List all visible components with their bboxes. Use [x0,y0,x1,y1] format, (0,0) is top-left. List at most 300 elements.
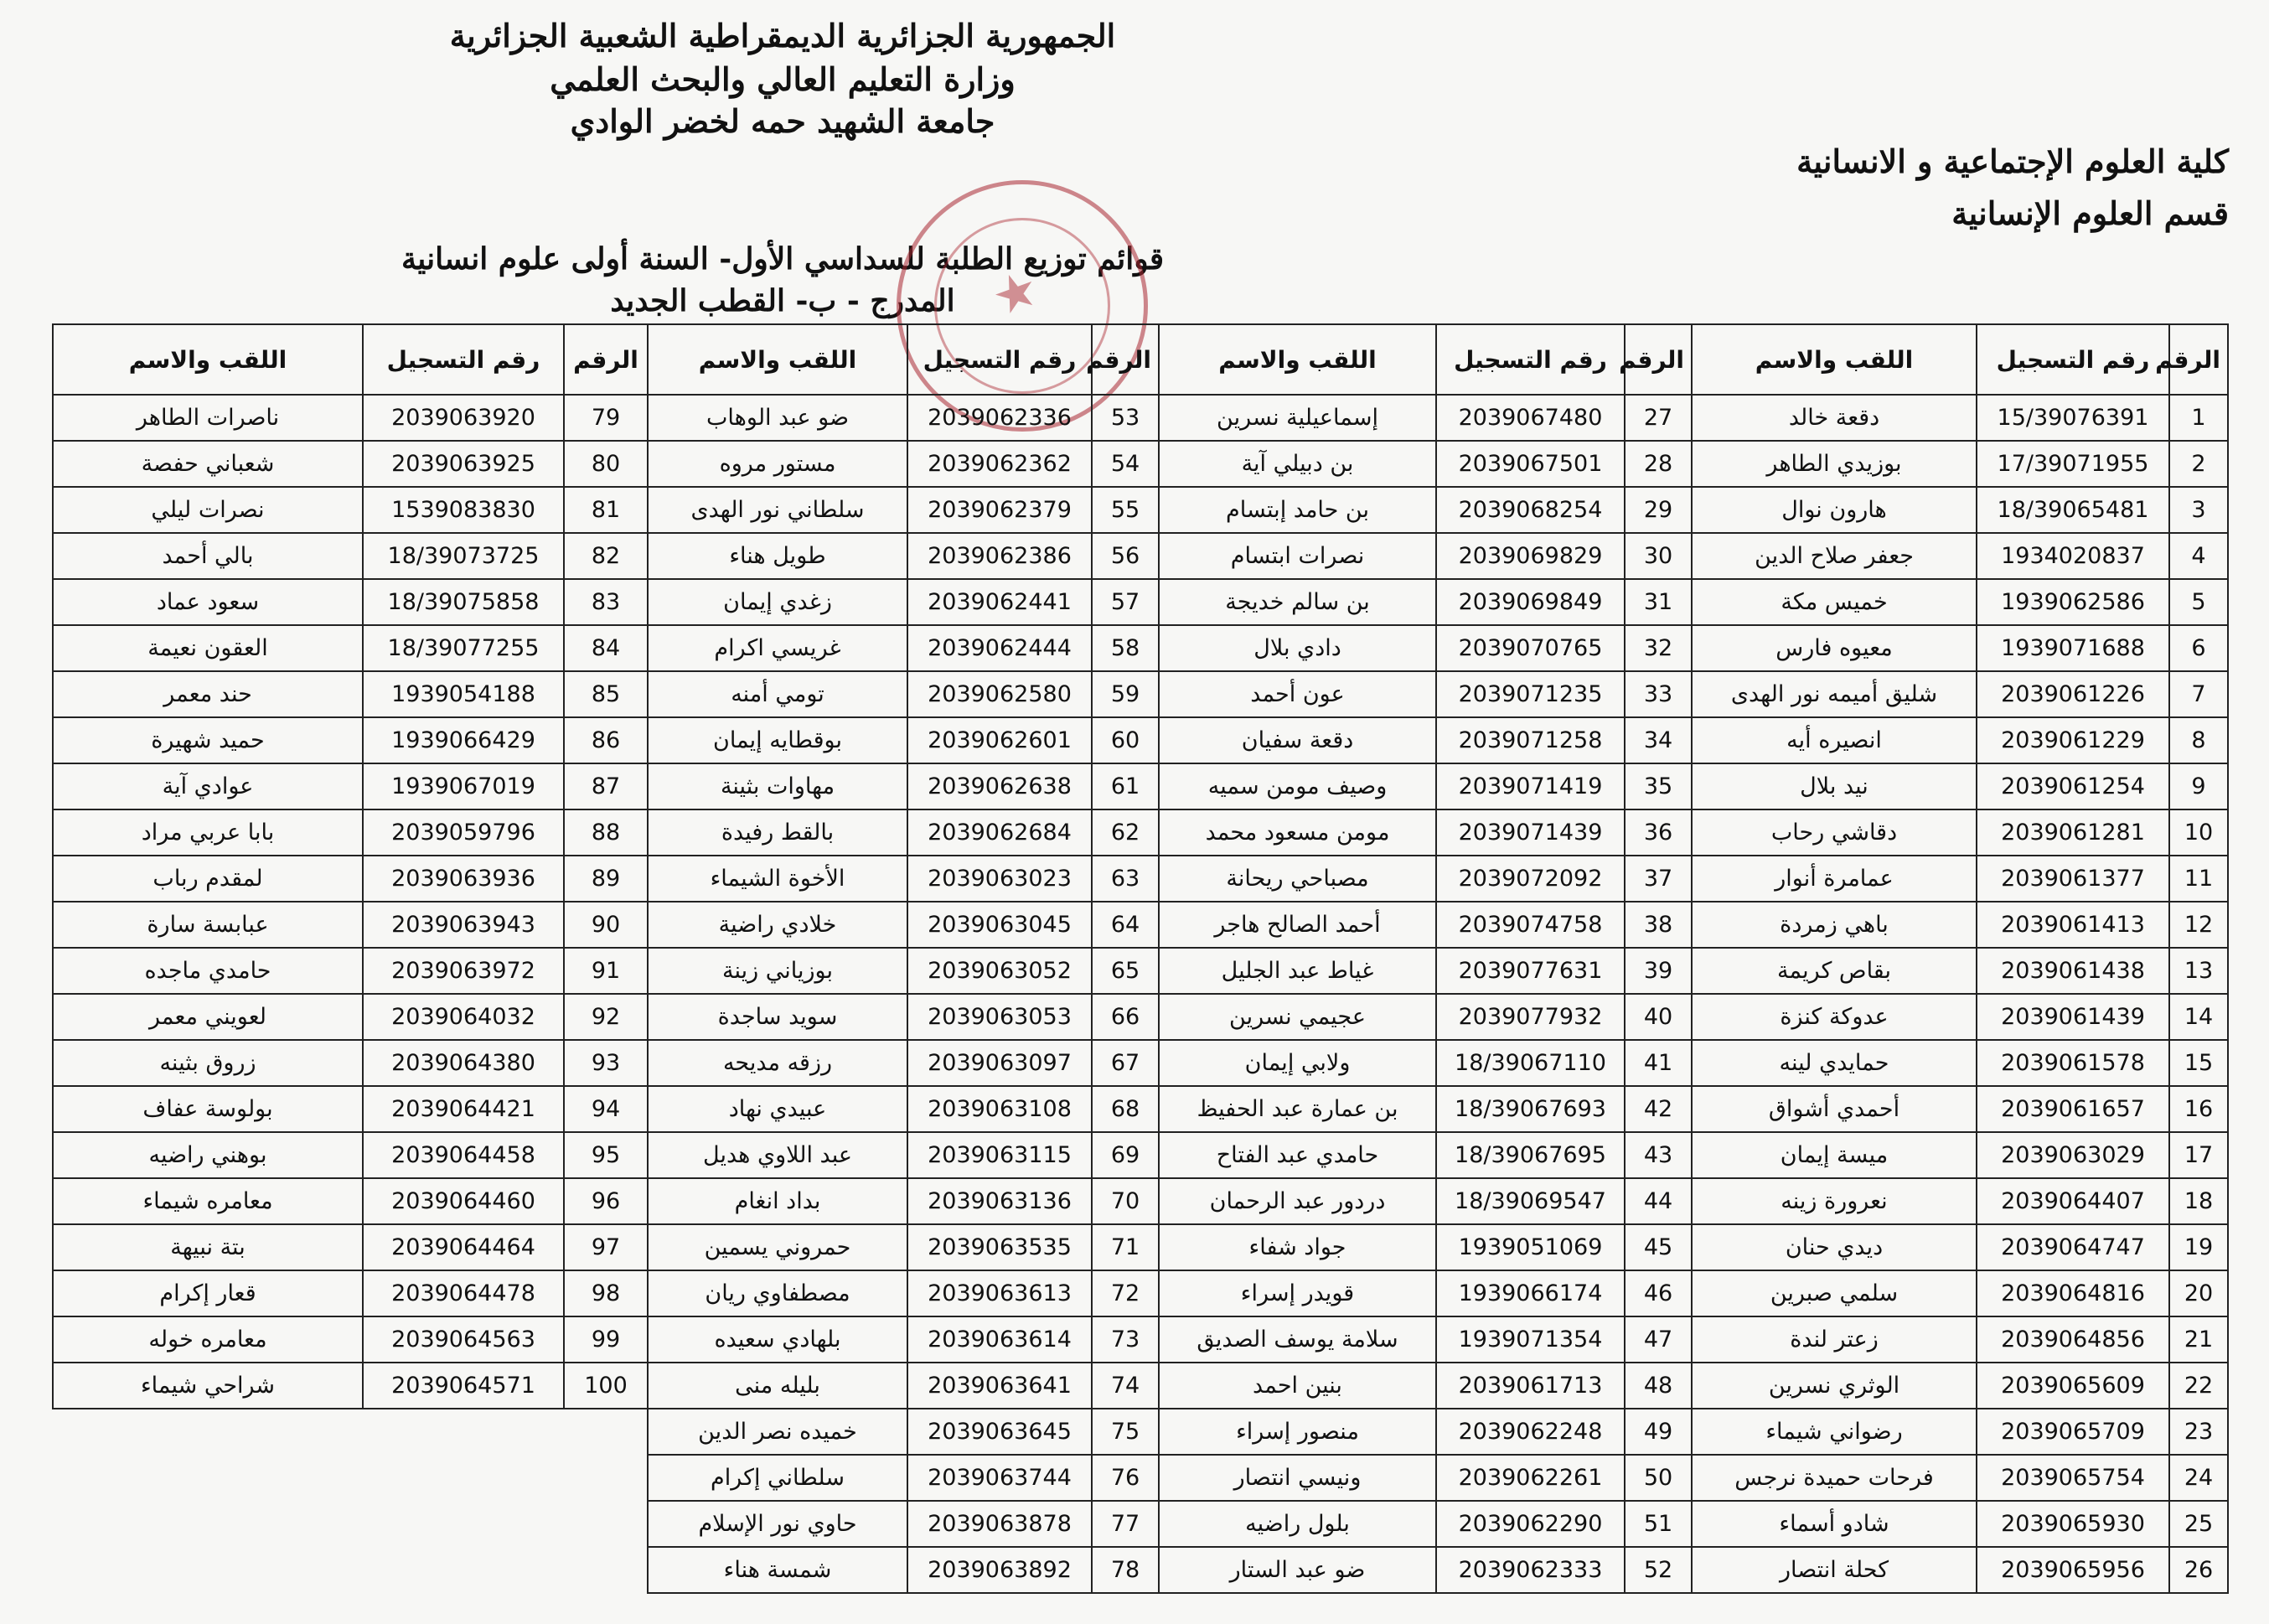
student-name: ميسة إيمان [1692,1132,1977,1178]
student-number: 93 [564,1040,648,1086]
student-name: سلطاني نور الهدى [648,487,907,533]
student-number: 5 [2169,579,2228,625]
registration-number: 2039064407 [1977,1178,2169,1224]
table-row [648,625,1159,671]
registration-number: 2039063108 [907,1086,1092,1132]
student-name: ناصرات الطاهر [53,395,363,441]
registration-number: 1939066174 [1436,1270,1625,1316]
table-header-row [53,324,648,395]
student-number: 29 [1625,487,1692,533]
registration-number: 2039071419 [1436,763,1625,809]
registration-number: 18/39075858 [363,579,564,625]
column-header-reg: رقم التسجيل [1436,324,1625,395]
table-row [648,809,1159,856]
student-number: 95 [564,1132,648,1178]
document-title: قوائم توزيع الطلبة للسداسي الأول- السنة أولى علوم انسانية [401,241,1165,277]
registration-number: 2039062261 [1436,1455,1625,1501]
student-number: 64 [1092,902,1159,948]
table-row [1692,717,2228,763]
student-number: 86 [564,717,648,763]
table-row [53,856,648,902]
university-title: جامعة الشهيد حمه لخضر الوادي [570,102,995,140]
student-name: حامدي عبد الفتاح [1159,1132,1436,1178]
registration-number: 2039064571 [363,1363,564,1409]
registration-number: 2039064458 [363,1132,564,1178]
student-number: 30 [1625,533,1692,579]
table-row [1692,1132,2228,1178]
student-name: رزقه مديحه [648,1040,907,1086]
student-number: 70 [1092,1178,1159,1224]
table-row [1692,856,2228,902]
table-row [53,902,648,948]
registration-number: 2039062684 [907,809,1092,856]
table-row [53,1363,648,1409]
student-number: 77 [1092,1501,1159,1547]
column-header-reg: رقم التسجيل [363,324,564,395]
student-number: 82 [564,533,648,579]
student-name: ديدي حنان [1692,1224,1977,1270]
student-name: مستور مروه [648,441,907,487]
student-name: فرحات حميدة نرجس [1692,1455,1977,1501]
registration-number: 18/39069547 [1436,1178,1625,1224]
registration-number: 2039063136 [907,1178,1092,1224]
student-name: عدوكة كنزة [1692,994,1977,1040]
student-name: خميده نصر الدين [648,1409,907,1455]
registration-number: 2039062379 [907,487,1092,533]
student-number: 63 [1092,856,1159,902]
student-number: 28 [1625,441,1692,487]
student-name: منصور إسراء [1159,1409,1436,1455]
table-row [1692,1547,2228,1593]
registration-number: 2039064563 [363,1316,564,1363]
student-number: 22 [2169,1363,2228,1409]
student-name: شراحي شيماء [53,1363,363,1409]
registration-number: 2039065930 [1977,1501,2169,1547]
registration-number: 2039071258 [1436,717,1625,763]
registration-number: 2039064816 [1977,1270,2169,1316]
student-name: لمقدم رباب [53,856,363,902]
student-name: مومن مسعود محمد [1159,809,1436,856]
table-row [1692,1178,2228,1224]
table-row [648,994,1159,1040]
student-number: 8 [2169,717,2228,763]
student-name: زعتر لندة [1692,1316,1977,1363]
student-name: بن دبيلي آية [1159,441,1436,487]
registration-number: 2039062362 [907,441,1092,487]
registration-number: 18/39077255 [363,625,564,671]
registration-number: 2039061377 [1977,856,2169,902]
table-row [1159,1040,1692,1086]
table-row [53,1178,648,1224]
table-row [1159,948,1692,994]
table-row [1692,625,2228,671]
registration-number: 2039070765 [1436,625,1625,671]
registration-number: 2039063936 [363,856,564,902]
table-row [1159,625,1692,671]
student-number: 25 [2169,1501,2228,1547]
registration-number: 2039072092 [1436,856,1625,902]
table-row [53,395,648,441]
table-row [648,948,1159,994]
registration-number: 1939054188 [363,671,564,717]
student-number: 13 [2169,948,2228,994]
table-row [648,1040,1159,1086]
table-row [1159,671,1692,717]
table-row [53,1086,648,1132]
student-name: بن عمارة عبد الحفيظ [1159,1086,1436,1132]
student-name: كحلة انتصار [1692,1547,1977,1593]
table-row [1159,1270,1692,1316]
student-number: 39 [1625,948,1692,994]
registration-number: 2039061657 [1977,1086,2169,1132]
student-number: 79 [564,395,648,441]
table-row [53,809,648,856]
student-number: 4 [2169,533,2228,579]
student-name: العقون نعيمة [53,625,363,671]
registration-number: 1939062586 [1977,579,2169,625]
student-number: 36 [1625,809,1692,856]
student-number: 98 [564,1270,648,1316]
student-name: معامره خوله [53,1316,363,1363]
student-name: بالقط رفيدة [648,809,907,856]
student-number: 10 [2169,809,2228,856]
registration-number: 2039064460 [363,1178,564,1224]
student-name: سلمي صبرين [1692,1270,1977,1316]
registration-number: 2039064464 [363,1224,564,1270]
student-number: 35 [1625,763,1692,809]
student-number: 45 [1625,1224,1692,1270]
student-name: انصيره أيه [1692,717,1977,763]
student-number: 47 [1625,1316,1692,1363]
student-name: حمروني يسمين [648,1224,907,1270]
table-row [1692,487,2228,533]
registration-number: 2039062336 [907,395,1092,441]
table-row [1159,1316,1692,1363]
table-row [1159,902,1692,948]
student-name: عوادي آية [53,763,363,809]
student-number: 16 [2169,1086,2228,1132]
student-number: 52 [1625,1547,1692,1593]
table-row [1692,579,2228,625]
student-name: أحمدي أشواق [1692,1086,1977,1132]
table-row [1692,1455,2228,1501]
student-number: 89 [564,856,648,902]
registration-number: 2039063029 [1977,1132,2169,1178]
student-name: عبيدي نهاد [648,1086,907,1132]
student-number: 73 [1092,1316,1159,1363]
student-name: الأخوة الشيماء [648,856,907,902]
registration-number: 2039062290 [1436,1501,1625,1547]
student-number: 92 [564,994,648,1040]
student-number: 19 [2169,1224,2228,1270]
table-row [1159,1086,1692,1132]
table-row [648,902,1159,948]
student-name: سلامة يوسف الصديق [1159,1316,1436,1363]
student-number: 61 [1092,763,1159,809]
table-row [53,1270,648,1316]
column-header-num: الرقم [1625,324,1692,395]
document-subtitle: المدرج - ب- القطب الجديد [610,283,955,318]
registration-number: 18/39067693 [1436,1086,1625,1132]
student-number: 74 [1092,1363,1159,1409]
table-header-row [1159,324,1692,395]
student-number: 84 [564,625,648,671]
column-header-name: اللقب والاسم [1692,324,1977,395]
registration-number: 2039061713 [1436,1363,1625,1409]
table-row [1692,1363,2228,1409]
registration-number: 2039071439 [1436,809,1625,856]
registration-number: 2039063925 [363,441,564,487]
student-name: دادي بلال [1159,625,1436,671]
student-number: 41 [1625,1040,1692,1086]
student-number: 90 [564,902,648,948]
student-name: بداد انغام [648,1178,907,1224]
table-header-row [1692,324,2228,395]
table-row [1692,395,2228,441]
registration-number: 2039062441 [907,579,1092,625]
registration-number: 2039063641 [907,1363,1092,1409]
student-name: مصباحي ريحانة [1159,856,1436,902]
registration-number: 2039068254 [1436,487,1625,533]
table-row [53,487,648,533]
student-name: سعود عماد [53,579,363,625]
table-row [53,579,648,625]
student-number: 44 [1625,1178,1692,1224]
student-number: 94 [564,1086,648,1132]
student-name: ولابي إيمان [1159,1040,1436,1086]
registration-number: 2039062386 [907,533,1092,579]
table-row [648,671,1159,717]
registration-number: 2039062601 [907,717,1092,763]
table-row [1692,1040,2228,1086]
table-row [1159,1363,1692,1409]
column-header-name: اللقب والاسم [1159,324,1436,395]
registration-number: 2039067480 [1436,395,1625,441]
student-number: 24 [2169,1455,2228,1501]
student-number: 72 [1092,1270,1159,1316]
student-name: ونيسي انتصار [1159,1455,1436,1501]
table-row [1159,809,1692,856]
student-number: 87 [564,763,648,809]
table-row [1692,1270,2228,1316]
table-row [648,1316,1159,1363]
student-name: بن حامد إبتسام [1159,487,1436,533]
registration-number: 2039063943 [363,902,564,948]
table-row [53,1040,648,1086]
student-name: رضواني شيماء [1692,1409,1977,1455]
table-row [53,1132,648,1178]
student-number: 27 [1625,395,1692,441]
registration-number: 2039061254 [1977,763,2169,809]
student-number: 2 [2169,441,2228,487]
student-name: حاوي نور الإسلام [648,1501,907,1547]
student-number: 71 [1092,1224,1159,1270]
table-row [1159,395,1692,441]
registration-number: 2039063115 [907,1132,1092,1178]
student-number: 33 [1625,671,1692,717]
student-table-3 [647,323,1160,1594]
registration-number: 2039063045 [907,902,1092,948]
student-name: معيوه فارس [1692,625,1977,671]
student-name: قعار إكرام [53,1270,363,1316]
student-name: هارون نوال [1692,487,1977,533]
student-number: 85 [564,671,648,717]
registration-number: 2039065709 [1977,1409,2169,1455]
registration-number: 1934020837 [1977,533,2169,579]
table-row [648,533,1159,579]
registration-number: 2039063972 [363,948,564,994]
registration-number: 2039063097 [907,1040,1092,1086]
table-row [1159,856,1692,902]
student-number: 80 [564,441,648,487]
registration-number: 2039063052 [907,948,1092,994]
registration-number: 2039063920 [363,395,564,441]
student-number: 14 [2169,994,2228,1040]
table-row [1159,533,1692,579]
registration-number: 2039061413 [1977,902,2169,948]
student-number: 3 [2169,487,2228,533]
student-number: 81 [564,487,648,533]
student-number: 100 [564,1363,648,1409]
student-number: 37 [1625,856,1692,902]
registration-number: 2039069849 [1436,579,1625,625]
student-number: 21 [2169,1316,2228,1363]
student-name: نعرورة زينه [1692,1178,1977,1224]
student-number: 67 [1092,1040,1159,1086]
student-name: عون أحمد [1159,671,1436,717]
registration-number: 2039065956 [1977,1547,2169,1593]
student-name: بوقطايه إيمان [648,717,907,763]
table-row [1692,994,2228,1040]
student-name: سلطاني إكرام [648,1455,907,1501]
table-row [53,1224,648,1270]
table-row [1692,1224,2228,1270]
faculty-name: كلية العلوم الإجتماعية و الانسانية [1796,142,2229,180]
student-name: بوزياني زينة [648,948,907,994]
registration-number: 2039059796 [363,809,564,856]
table-row [648,579,1159,625]
student-name: أحمد الصالح هاجر [1159,902,1436,948]
student-name: عبد اللاوي هديل [648,1132,907,1178]
table-row [1692,763,2228,809]
student-name: لعويني معمر [53,994,363,1040]
table-row [1692,1501,2228,1547]
table-row [1159,763,1692,809]
student-name: طويل هناء [648,533,907,579]
registration-number: 2039064478 [363,1270,564,1316]
student-name: قويدر إسراء [1159,1270,1436,1316]
student-number: 15 [2169,1040,2228,1086]
student-number: 40 [1625,994,1692,1040]
student-number: 50 [1625,1455,1692,1501]
student-number: 56 [1092,533,1159,579]
registration-number: 2039077631 [1436,948,1625,994]
column-header-num: الرقم [564,324,648,395]
registration-number: 2039064421 [363,1086,564,1132]
table-row [1692,809,2228,856]
student-name: حميد شهيرة [53,717,363,763]
student-number: 46 [1625,1270,1692,1316]
student-name: دقعة سفيان [1159,717,1436,763]
table-row [648,1455,1159,1501]
student-number: 78 [1092,1547,1159,1593]
registration-number: 2039071235 [1436,671,1625,717]
table-row [1159,441,1692,487]
registration-number: 2039061578 [1977,1040,2169,1086]
student-name: غياط عبد الجليل [1159,948,1436,994]
table-row [53,625,648,671]
table-row [1692,671,2228,717]
student-table-2 [1158,323,1693,1594]
table-row [648,395,1159,441]
student-name: بتة نبيهة [53,1224,363,1270]
department-name: قسم العلوم الإنسانية [1951,194,2229,232]
table-row [1159,1501,1692,1547]
student-name: بالي أحمد [53,533,363,579]
student-name: مهاوات بثينة [648,763,907,809]
student-number: 20 [2169,1270,2228,1316]
student-name: جعفر صلاح الدين [1692,533,1977,579]
student-number: 34 [1625,717,1692,763]
student-name: خلادي راضية [648,902,907,948]
table-row [648,487,1159,533]
column-header-name: اللقب والاسم [648,324,907,395]
student-name: بوهني راضيه [53,1132,363,1178]
registration-number: 2039074758 [1436,902,1625,948]
student-name: معامره شيماء [53,1178,363,1224]
student-number: 54 [1092,441,1159,487]
student-number: 6 [2169,625,2228,671]
student-name: شادو أسماء [1692,1501,1977,1547]
student-name: دقاشي رحاب [1692,809,1977,856]
student-number: 7 [2169,671,2228,717]
student-table-1 [1691,323,2229,1594]
registration-number: 2039061229 [1977,717,2169,763]
table-row [53,763,648,809]
student-name: ضو عبد الستار [1159,1547,1436,1593]
column-header-num: الرقم [1092,324,1159,395]
table-row [1692,902,2228,948]
registration-number: 2039061226 [1977,671,2169,717]
student-name: عجيمي نسرين [1159,994,1436,1040]
table-row [1692,1316,2228,1363]
student-number: 1 [2169,395,2228,441]
column-header-reg: رقم التسجيل [1977,324,2169,395]
student-name: حند معمر [53,671,363,717]
student-number: 9 [2169,763,2228,809]
student-name: بليله منى [648,1363,907,1409]
student-name: عبابسة سارة [53,902,363,948]
registration-number: 2039064747 [1977,1224,2169,1270]
table-header-row [648,324,1159,395]
registration-number: 1539083830 [363,487,564,533]
registration-number: 2039064856 [1977,1316,2169,1363]
registration-number: 2039063614 [907,1316,1092,1363]
registration-number: 18/39073725 [363,533,564,579]
student-name: إسماعيلية نسرين [1159,395,1436,441]
student-name: بوزيدي الطاهر [1692,441,1977,487]
student-number: 96 [564,1178,648,1224]
column-header-name: اللقب والاسم [53,324,363,395]
registration-number: 1939066429 [363,717,564,763]
student-name: عمامرة أنوار [1692,856,1977,902]
student-name: شمسة هناء [648,1547,907,1593]
registration-number: 2039062580 [907,671,1092,717]
table-row [53,994,648,1040]
student-name: شعباني حفصة [53,441,363,487]
table-row [1159,579,1692,625]
registration-number: 2039063878 [907,1501,1092,1547]
